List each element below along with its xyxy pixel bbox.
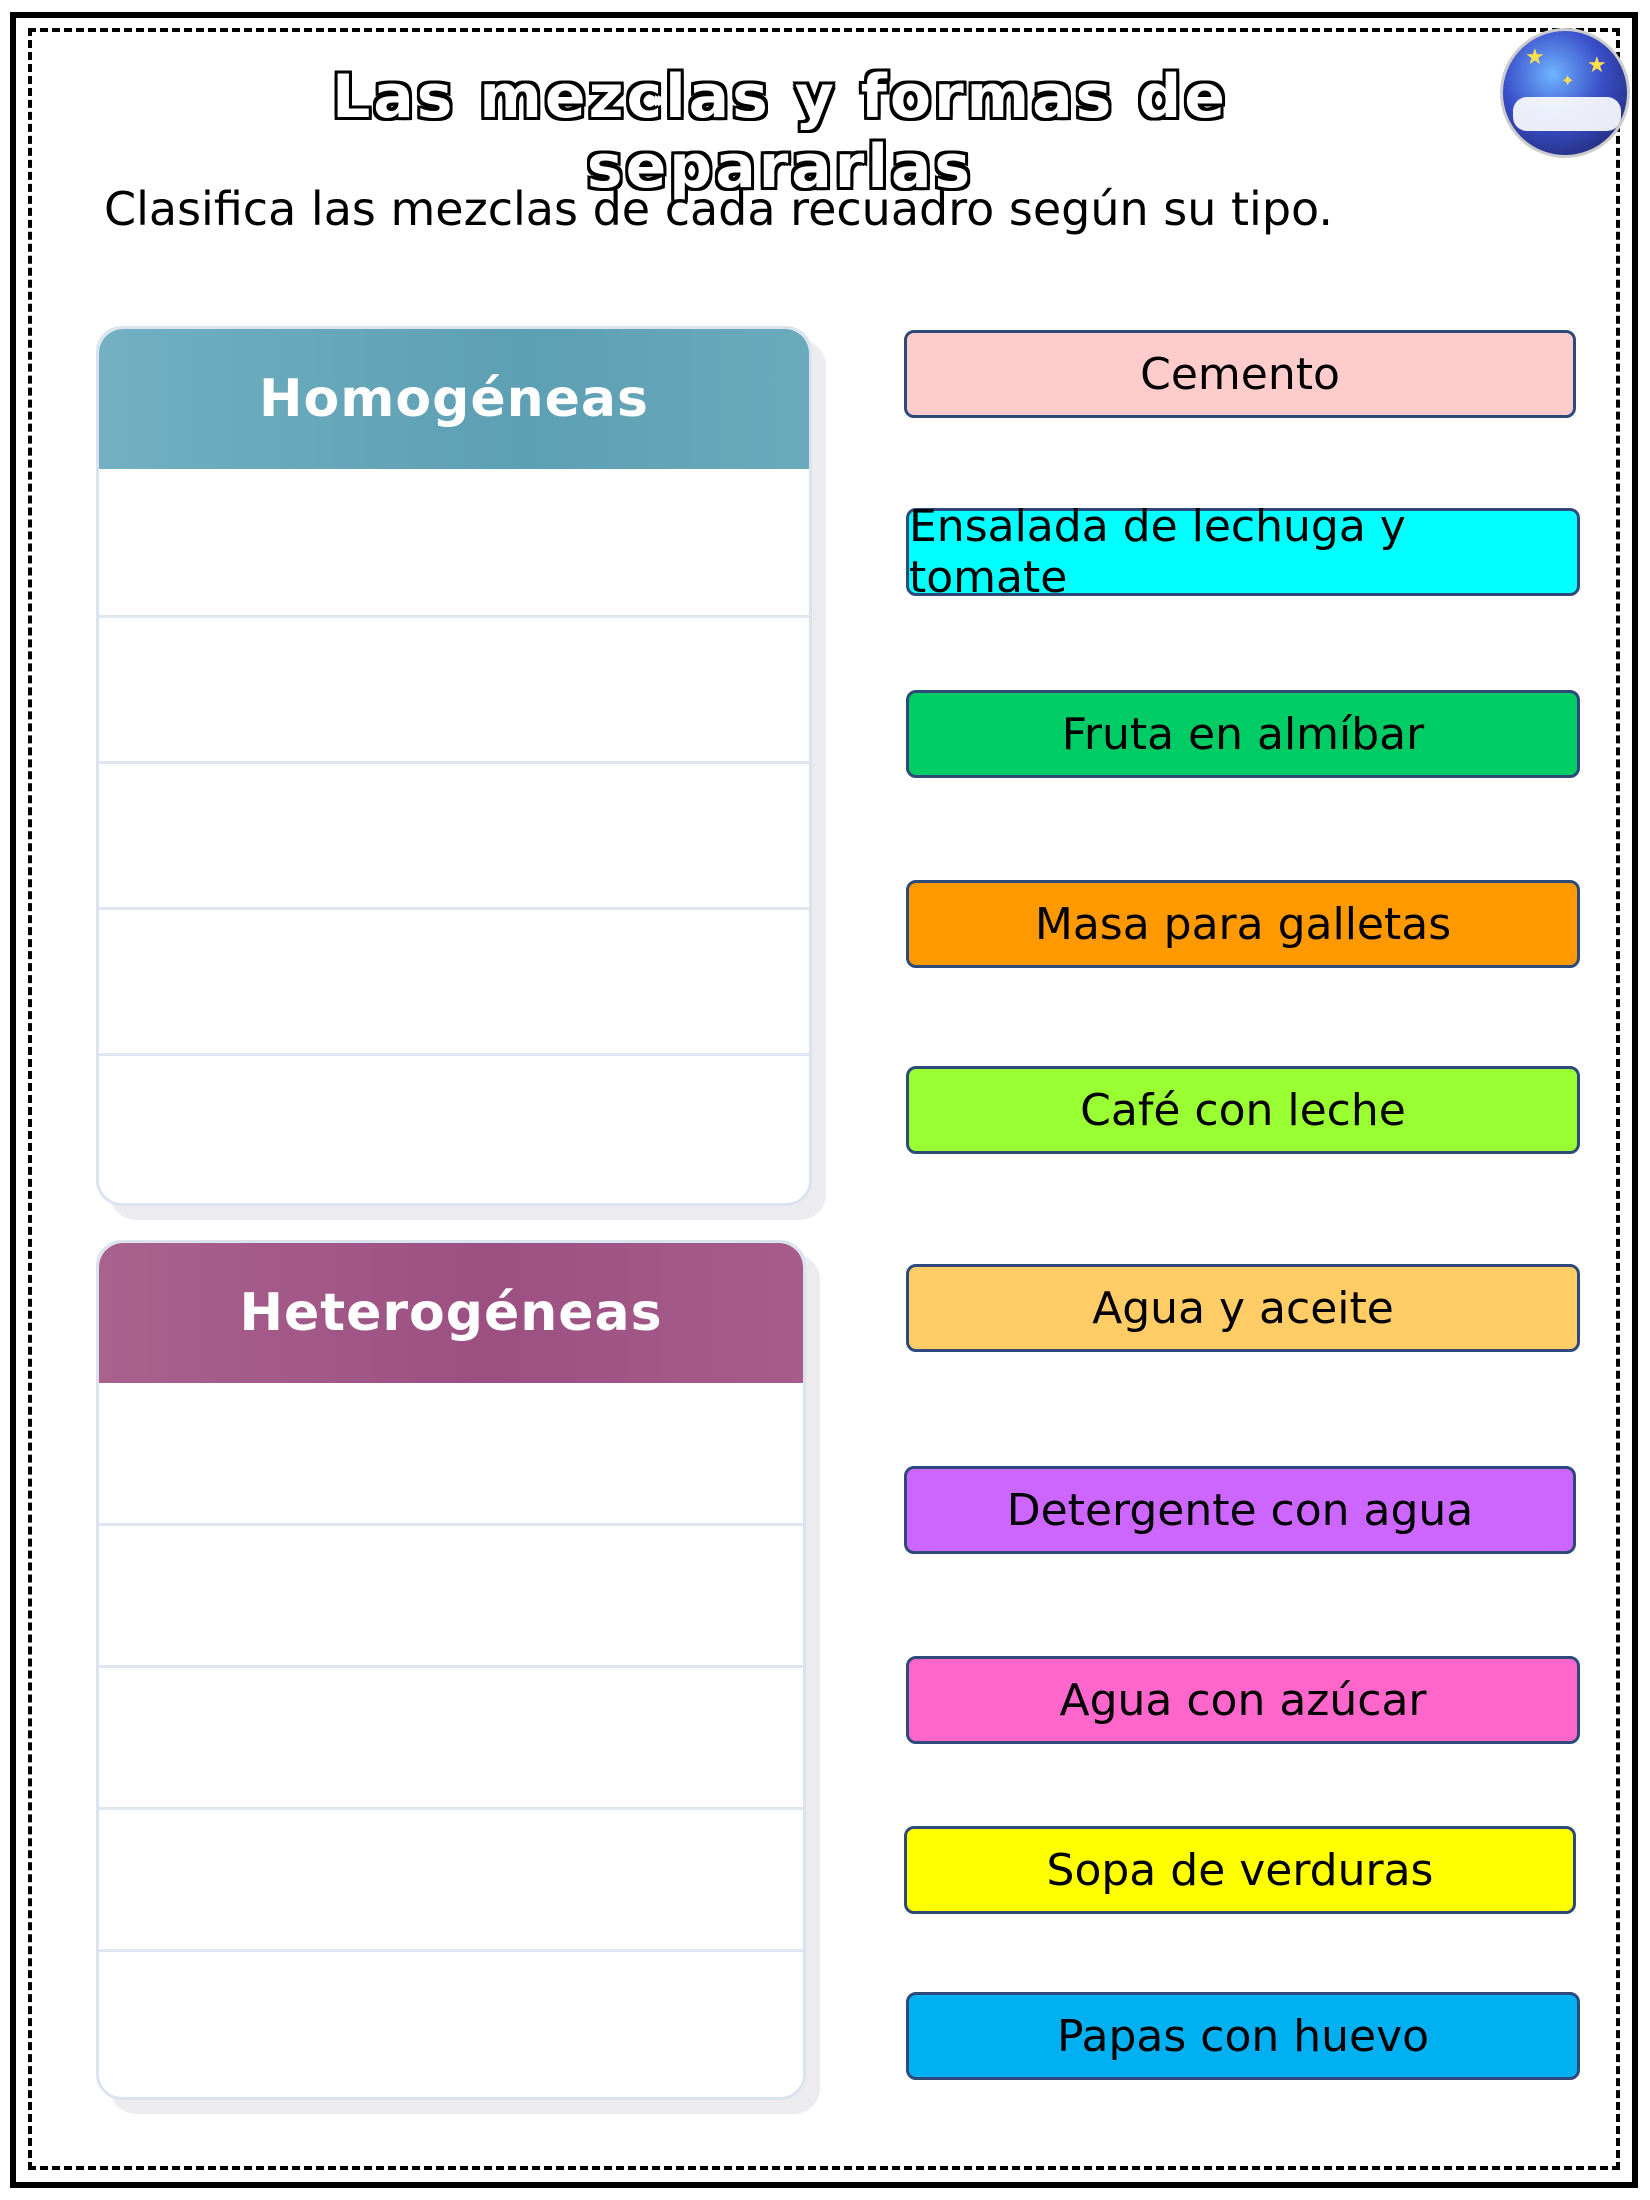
- table-row-divider: [99, 1807, 803, 1810]
- table-row-divider: [99, 1665, 803, 1668]
- homogeneous-heading: Homogéneas: [99, 329, 809, 469]
- heterogeneous-table: [96, 1240, 806, 2100]
- mixture-label-ensalada[interactable]: Ensalada de lechuga y tomate: [906, 508, 1580, 596]
- mixture-label-fruta[interactable]: Fruta en almíbar: [906, 690, 1580, 778]
- mixture-label-detergente[interactable]: Detergente con agua: [904, 1466, 1576, 1554]
- mixture-label-cafe[interactable]: Café con leche: [906, 1066, 1580, 1154]
- homogeneous-table: [96, 326, 812, 1206]
- table-row-divider: [99, 907, 809, 910]
- mixture-label-cemento[interactable]: Cemento: [904, 330, 1576, 418]
- heterogeneous-heading: Heterogéneas: [99, 1243, 803, 1383]
- mixture-label-sopa[interactable]: Sopa de verduras: [904, 1826, 1576, 1914]
- table-row-divider: [99, 761, 809, 764]
- mixture-label-masa[interactable]: Masa para galletas: [906, 880, 1580, 968]
- mixture-label-papas[interactable]: Papas con huevo: [906, 1992, 1580, 2080]
- table-row-divider: [99, 615, 809, 618]
- material-didactico-logo-icon: ★ ★ ✦: [1500, 28, 1630, 158]
- instruction-text: Clasifica las mezclas de cada recuadro según su tipo.: [104, 182, 1333, 236]
- table-row-divider: [99, 1053, 809, 1056]
- table-row-divider: [99, 1523, 803, 1526]
- worksheet-title: Las mezclas y formas de separarlas: [332, 62, 1228, 202]
- table-row-divider: [99, 1949, 803, 1952]
- mixture-label-agua-aceite[interactable]: Agua y aceite: [906, 1264, 1580, 1352]
- mixture-label-agua-azucar[interactable]: Agua con azúcar: [906, 1656, 1580, 1744]
